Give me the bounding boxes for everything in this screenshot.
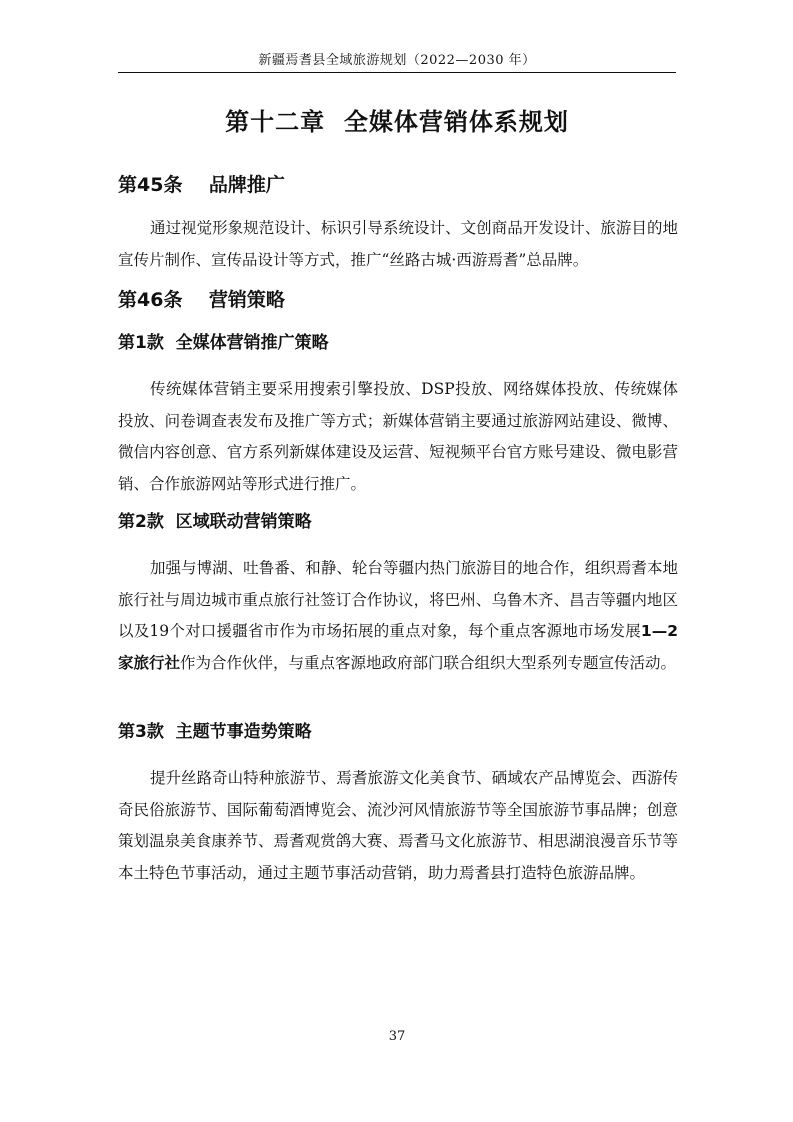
clause-3-paragraph: 提升丝路奇山特种旅游节、焉耆旅游文化美食节、硒域农产品博览会、西游传奇民俗旅游节、国际葡萄酒博览会、流沙河风情旅游节等全国旅游节事品牌；创意策划温泉美食康养节、焉耆观赏鸽大赛、焉耆马文化旅游节、相思湖浪漫音乐节等本土特色节事活动，通过主题节事活动营销，助力焉耆县打造特色旅游品牌。	[118, 769, 678, 882]
header-rule	[118, 72, 676, 73]
article-45-heading: 第45条 品牌推广	[118, 174, 285, 196]
article-46-heading: 第46条 营销策略	[118, 289, 285, 311]
clause-2-paragraph	[118, 553, 678, 679]
clause-2-heading: 第2款 区域联动营销策略	[118, 512, 312, 532]
clause-3-heading: 第3款 主题节事造势策略	[118, 722, 312, 742]
article-45-paragraph: 通过视觉形象规范设计、标识引导系统设计、文创商品开发设计、旅游目的地宣传片制作、宣传品设计等方式，推广“丝路古城·西游焉耆”总品牌。	[118, 219, 678, 269]
chapter-title: 第十二章 全媒体营销体系规划	[225, 108, 569, 136]
clause-2-text-after: 作为合作伙伴，与重点客源地政府部门联合组织大型系列专题宣传活动。	[180, 653, 677, 672]
running-header: 新疆焉耆县全域旅游规划（2022—2030 年）	[258, 53, 536, 68]
clause-1-paragraph: 传统媒体营销主要采用搜索引擎投放、DSP投放、网络媒体投放、传统媒体投放、问卷调查表发布及推广等方式；新媒体营销主要通过旅游网站建设、微博、微信内容创意、官方系列新媒体建设及运营、短视频平台官方账号建设、微电影营销、合作旅游网站等形式进行推广。	[118, 380, 678, 493]
clause-2-bold-text: 1—2家旅行社	[118, 622, 678, 672]
clause-2-text-before: 加强与博湖、吐鲁番、和静、轮台等疆内热门旅游目的地合作，组织焉耆本地旅行社与周边城市重点旅行社签订合作协议，将巴州、乌鲁木齐、昌吉等疆内地区以及19个对口援疆省市作为市场拓展的重点对象，每个重点客源地市场发展	[118, 559, 678, 640]
page-number: 37	[388, 1029, 406, 1044]
clause-1-heading: 第1款 全媒体营销推广策略	[118, 333, 329, 353]
